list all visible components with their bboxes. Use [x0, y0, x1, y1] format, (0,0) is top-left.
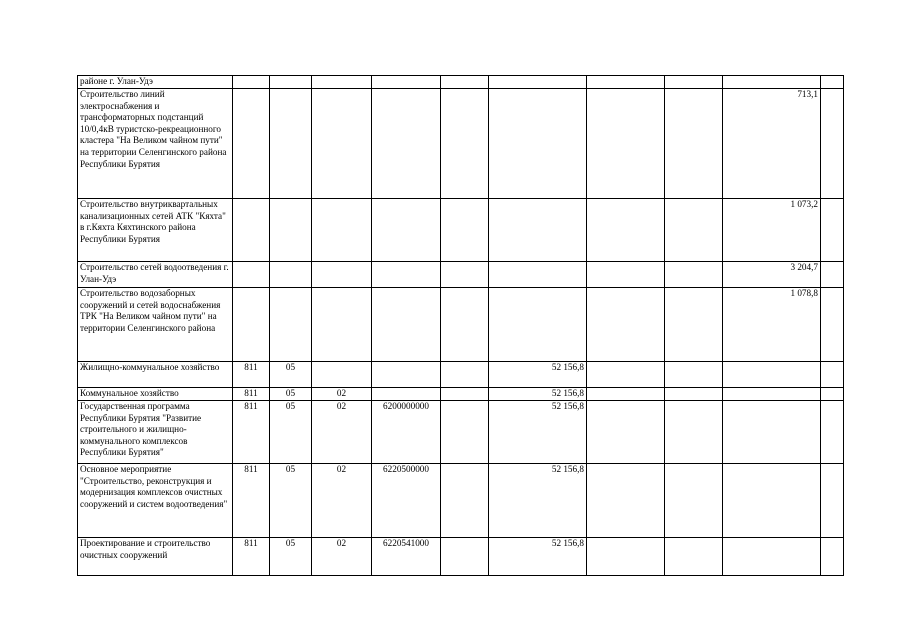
- cell-col11: [821, 388, 844, 401]
- table-body: [78, 76, 844, 576]
- cell-name: районе г. Улан-Удэ: [78, 76, 233, 89]
- cell-section: 05: [270, 388, 312, 401]
- cell-grbs: [233, 76, 270, 89]
- cell-grbs: 811: [233, 538, 270, 576]
- cell-section: 05: [270, 538, 312, 576]
- cell-target-article: 6220541000: [372, 538, 441, 576]
- cell-col9: [665, 538, 723, 576]
- cell-grbs: [233, 89, 270, 199]
- cell-sum-a: 52 156,8: [489, 362, 587, 388]
- cell-expense-type: [441, 89, 489, 199]
- cell-subsection: 02: [312, 464, 372, 538]
- cell-name: Строительство сетей водоотведения г. Улан-Удэ: [78, 262, 233, 288]
- cell-subsection: 02: [312, 401, 372, 464]
- cell-grbs: 811: [233, 464, 270, 538]
- cell-name: Строительство внутриквартальных канализационных сетей АТК "Кяхта" в г.Кяхта Кяхтинского района Республики Бурятия: [78, 199, 233, 262]
- cell-grbs: 811: [233, 401, 270, 464]
- cell-target-article: [372, 388, 441, 401]
- budget-table: [77, 75, 844, 576]
- cell-target-article: [372, 89, 441, 199]
- cell-sum-a: [489, 262, 587, 288]
- cell-subsection: [312, 199, 372, 262]
- cell-col8: [587, 464, 665, 538]
- cell-target-article: [372, 76, 441, 89]
- cell-col9: [665, 464, 723, 538]
- cell-target-article: [372, 262, 441, 288]
- cell-sum-a: 52 156,8: [489, 464, 587, 538]
- cell-subsection: [312, 362, 372, 388]
- cell-col8: [587, 538, 665, 576]
- cell-subsection: [312, 288, 372, 362]
- cell-col9: [665, 199, 723, 262]
- cell-subsection: [312, 76, 372, 89]
- cell-col11: [821, 464, 844, 538]
- cell-name: Проектирование и строительство очистных сооружений: [78, 538, 233, 576]
- cell-sum-a: 52 156,8: [489, 401, 587, 464]
- cell-sum-b: 3 204,7: [723, 262, 821, 288]
- cell-sum-a: [489, 89, 587, 199]
- cell-col8: [587, 89, 665, 199]
- cell-section: [270, 199, 312, 262]
- cell-section: [270, 89, 312, 199]
- cell-grbs: 811: [233, 388, 270, 401]
- cell-subsection: 02: [312, 538, 372, 576]
- cell-name: Жилищно-коммунальное хозяйство: [78, 362, 233, 388]
- cell-target-article: [372, 362, 441, 388]
- cell-sum-b: [723, 76, 821, 89]
- table-row: [78, 89, 844, 199]
- cell-target-article: 6220500000: [372, 464, 441, 538]
- cell-sum-a: [489, 76, 587, 89]
- cell-sum-b: 1 078,8: [723, 288, 821, 362]
- cell-col11: [821, 538, 844, 576]
- cell-target-article: 6200000000: [372, 401, 441, 464]
- cell-col11: [821, 262, 844, 288]
- cell-expense-type: [441, 401, 489, 464]
- cell-subsection: [312, 89, 372, 199]
- cell-col8: [587, 362, 665, 388]
- cell-col11: [821, 199, 844, 262]
- cell-grbs: [233, 199, 270, 262]
- cell-col11: [821, 76, 844, 89]
- cell-col8: [587, 199, 665, 262]
- cell-name: Строительство водозаборных сооружений и сетей водоснабжения ТРК "На Великом чайном пути" на территории Селенгинского района: [78, 288, 233, 362]
- cell-sum-b: [723, 362, 821, 388]
- cell-name: Основное мероприятие "Строительство, реконструкция и модернизация комплексов очистных сооружений и систем водоотведения": [78, 464, 233, 538]
- cell-section: 05: [270, 401, 312, 464]
- cell-col11: [821, 288, 844, 362]
- cell-sum-b: [723, 401, 821, 464]
- cell-sum-b: [723, 388, 821, 401]
- cell-col8: [587, 401, 665, 464]
- table-row: [78, 388, 844, 401]
- cell-sum-b: [723, 538, 821, 576]
- cell-name: Коммунальное хозяйство: [78, 388, 233, 401]
- cell-sum-b: 713,1: [723, 89, 821, 199]
- cell-expense-type: [441, 76, 489, 89]
- table-row: [78, 538, 844, 576]
- cell-expense-type: [441, 288, 489, 362]
- cell-expense-type: [441, 362, 489, 388]
- table-row: [78, 262, 844, 288]
- cell-expense-type: [441, 262, 489, 288]
- cell-expense-type: [441, 464, 489, 538]
- cell-sum-a: 52 156,8: [489, 538, 587, 576]
- cell-target-article: [372, 199, 441, 262]
- cell-section: 05: [270, 464, 312, 538]
- table-row: [78, 199, 844, 262]
- cell-expense-type: [441, 538, 489, 576]
- cell-sum-a: [489, 199, 587, 262]
- cell-grbs: [233, 288, 270, 362]
- cell-col9: [665, 401, 723, 464]
- cell-col9: [665, 288, 723, 362]
- table-row: [78, 401, 844, 464]
- table-row: [78, 362, 844, 388]
- cell-expense-type: [441, 388, 489, 401]
- cell-col11: [821, 362, 844, 388]
- cell-col9: [665, 89, 723, 199]
- cell-col8: [587, 76, 665, 89]
- table-row: [78, 76, 844, 89]
- cell-expense-type: [441, 199, 489, 262]
- cell-target-article: [372, 288, 441, 362]
- cell-col8: [587, 388, 665, 401]
- cell-col11: [821, 89, 844, 199]
- cell-name: Строительство линий электроснабжения и трансформаторных подстанций 10/0,4кВ туристско-рекреационного кластера "На Великом чайном пути" на территории Селенгинского района Республики Бурятия: [78, 89, 233, 199]
- cell-col9: [665, 388, 723, 401]
- table-row: [78, 464, 844, 538]
- cell-sum-a: 52 156,8: [489, 388, 587, 401]
- cell-col8: [587, 262, 665, 288]
- cell-sum-b: 1 073,2: [723, 199, 821, 262]
- cell-sum-b: [723, 464, 821, 538]
- cell-grbs: 811: [233, 362, 270, 388]
- cell-col8: [587, 288, 665, 362]
- cell-grbs: [233, 262, 270, 288]
- table-row: [78, 288, 844, 362]
- cell-section: [270, 288, 312, 362]
- cell-col9: [665, 262, 723, 288]
- cell-sum-a: [489, 288, 587, 362]
- cell-col11: [821, 401, 844, 464]
- cell-subsection: [312, 262, 372, 288]
- cell-col9: [665, 76, 723, 89]
- cell-section: 05: [270, 362, 312, 388]
- cell-subsection: 02: [312, 388, 372, 401]
- cell-section: [270, 262, 312, 288]
- cell-col9: [665, 362, 723, 388]
- cell-name: Государственная программа Республики Бурятия "Развитие строительного и жилищно-коммунального комплексов Республики Бурятия": [78, 401, 233, 464]
- cell-section: [270, 76, 312, 89]
